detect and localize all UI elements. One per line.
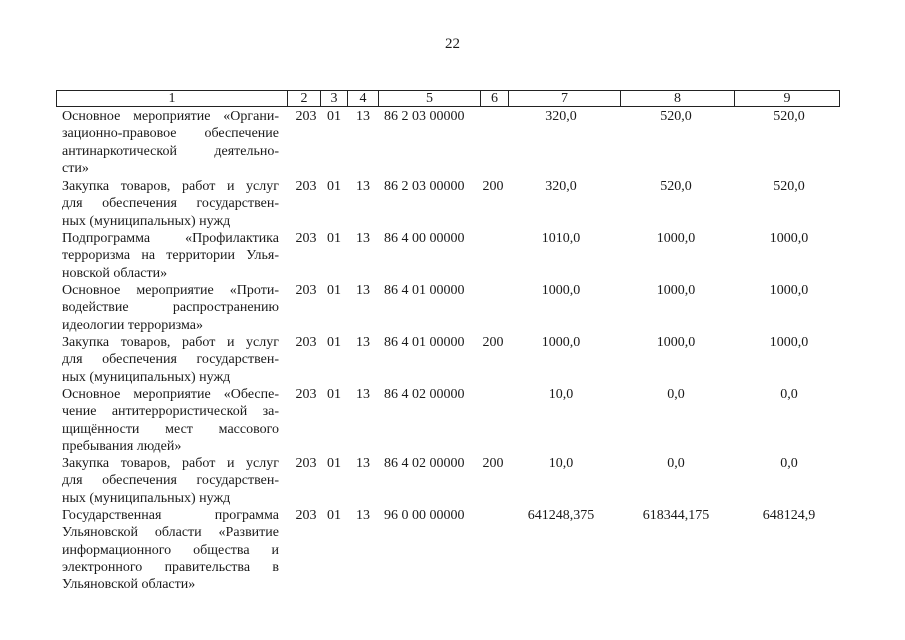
description-line: сти» xyxy=(62,160,89,176)
header-cell-9: 9 xyxy=(734,90,840,107)
cell-col6: 200 xyxy=(482,179,504,194)
header-cell-1: 1 xyxy=(56,90,287,107)
cell-col2: 203 xyxy=(295,283,317,298)
cell-col5: 96 0 00 00000 xyxy=(384,508,465,523)
description-line: идеологии терроризма» xyxy=(62,317,203,333)
description-line: Государственная программа xyxy=(62,508,279,523)
description-line: Основное мероприятие «Обеспе- xyxy=(62,387,279,402)
row-description xyxy=(62,455,279,507)
cell-col3: 01 xyxy=(327,456,341,471)
cell-col9: 520,0 xyxy=(773,179,805,194)
cell-col9: 648124,9 xyxy=(762,508,816,523)
description-line: Основное мероприятие «Проти- xyxy=(62,283,279,298)
cell-col9: 0,0 xyxy=(780,456,798,471)
description-line: электронного правительства в xyxy=(62,559,279,575)
row-description xyxy=(62,386,279,455)
cell-col7: 1000,0 xyxy=(541,335,581,350)
description-line: информационного общества и xyxy=(62,542,279,558)
description-line: Ульяновской области «Развитие xyxy=(62,525,279,541)
cell-col9: 520,0 xyxy=(773,109,805,124)
description-line: ных (муниципальных) нужд xyxy=(62,490,231,506)
cell-col2: 203 xyxy=(295,231,317,246)
cell-col3: 01 xyxy=(327,179,341,194)
description-line: для обеспечения государствен- xyxy=(62,352,279,368)
description-line: Закупка товаров, работ и услуг xyxy=(62,456,279,471)
description-line: Закупка товаров, работ и услуг xyxy=(62,335,279,350)
cell-col5: 86 4 02 00000 xyxy=(384,456,465,471)
header-cell-3: 3 xyxy=(320,90,347,107)
description-line: зационно-правовое обеспечение xyxy=(62,126,279,142)
cell-col7: 10,0 xyxy=(548,387,574,402)
cell-col3: 01 xyxy=(327,335,341,350)
description-line: для обеспечения государствен- xyxy=(62,196,279,212)
cell-col3: 01 xyxy=(327,387,341,402)
cell-col3: 01 xyxy=(327,109,341,124)
cell-col4: 13 xyxy=(356,335,370,350)
cell-col5: 86 2 03 00000 xyxy=(384,109,465,124)
cell-col4: 13 xyxy=(356,508,370,523)
cell-col4: 13 xyxy=(356,456,370,471)
cell-col7: 320,0 xyxy=(545,109,577,124)
description-line: Подпрограмма «Профилактика xyxy=(62,231,279,246)
cell-col5: 86 4 00 00000 xyxy=(384,231,465,246)
header-cell-6: 6 xyxy=(480,90,508,107)
cell-col8: 1000,0 xyxy=(656,231,696,246)
cell-col2: 203 xyxy=(295,109,317,124)
cell-col7: 641248,375 xyxy=(527,508,595,523)
cell-col8: 618344,175 xyxy=(642,508,710,523)
header-cell-8: 8 xyxy=(620,90,734,107)
cell-col9: 1000,0 xyxy=(769,283,809,298)
cell-col4: 13 xyxy=(356,231,370,246)
cell-col7: 10,0 xyxy=(548,456,574,471)
cell-col9: 1000,0 xyxy=(769,335,809,350)
cell-col9: 0,0 xyxy=(780,387,798,402)
cell-col8: 520,0 xyxy=(660,179,692,194)
cell-col7: 1010,0 xyxy=(541,231,581,246)
header-cell-2: 2 xyxy=(287,90,320,107)
cell-col8: 1000,0 xyxy=(656,283,696,298)
description-line: новской области» xyxy=(62,265,168,281)
header-cell-4: 4 xyxy=(347,90,378,107)
page-number: 22 xyxy=(445,36,460,52)
cell-col5: 86 4 02 00000 xyxy=(384,387,465,402)
row-description xyxy=(62,282,279,334)
cell-col4: 13 xyxy=(356,179,370,194)
row-description xyxy=(62,334,279,386)
cell-col3: 01 xyxy=(327,231,341,246)
description-line: водействие распространению xyxy=(62,300,279,316)
cell-col2: 203 xyxy=(295,387,317,402)
header-cell-7: 7 xyxy=(508,90,620,107)
cell-col2: 203 xyxy=(295,179,317,194)
description-line: щищённости мест массового xyxy=(62,421,279,437)
description-line: ных (муниципальных) нужд xyxy=(62,213,231,229)
cell-col8: 0,0 xyxy=(667,456,685,471)
description-line: пребывания людей» xyxy=(62,438,182,454)
row-description xyxy=(62,230,279,282)
cell-col2: 203 xyxy=(295,508,317,523)
row-description xyxy=(62,178,279,230)
description-line: Основное мероприятие «Органи- xyxy=(62,109,279,124)
cell-col6: 200 xyxy=(482,456,504,471)
description-line: терроризма на территории Улья- xyxy=(62,248,279,264)
cell-col4: 13 xyxy=(356,387,370,402)
cell-col7: 1000,0 xyxy=(541,283,581,298)
description-line: антинаркотической деятельно- xyxy=(62,143,279,159)
cell-col4: 13 xyxy=(356,109,370,124)
cell-col3: 01 xyxy=(327,283,341,298)
description-line: ных (муниципальных) нужд xyxy=(62,369,231,385)
cell-col8: 0,0 xyxy=(667,387,685,402)
cell-col5: 86 2 03 00000 xyxy=(384,179,465,194)
cell-col3: 01 xyxy=(327,508,341,523)
cell-col2: 203 xyxy=(295,456,317,471)
description-line: Закупка товаров, работ и услуг xyxy=(62,179,279,194)
cell-col5: 86 4 01 00000 xyxy=(384,335,465,350)
cell-col9: 1000,0 xyxy=(769,231,809,246)
cell-col4: 13 xyxy=(356,283,370,298)
description-line: для обеспечения государствен- xyxy=(62,473,279,489)
cell-col8: 520,0 xyxy=(660,109,692,124)
description-line: чение антитеррористической за- xyxy=(62,404,279,420)
cell-col2: 203 xyxy=(295,335,317,350)
cell-col7: 320,0 xyxy=(545,179,577,194)
cell-col5: 86 4 01 00000 xyxy=(384,283,465,298)
row-description xyxy=(62,108,279,177)
header-cell-5: 5 xyxy=(378,90,480,107)
row-description xyxy=(62,507,279,593)
description-line: Ульяновской области» xyxy=(62,577,196,593)
cell-col6: 200 xyxy=(482,335,504,350)
cell-col8: 1000,0 xyxy=(656,335,696,350)
